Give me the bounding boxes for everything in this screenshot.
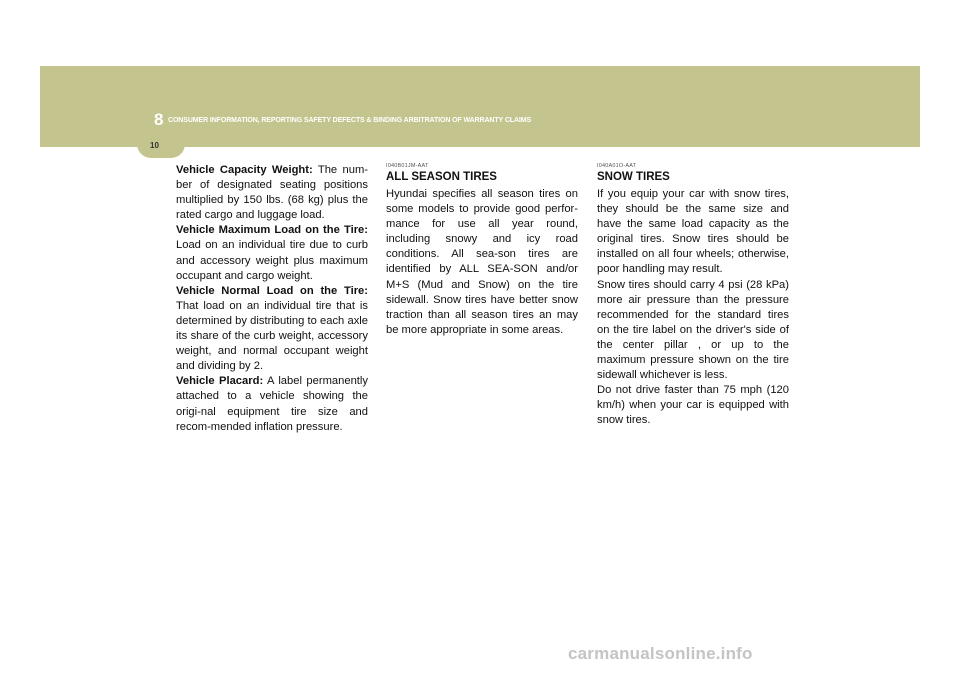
section-heading: ALL SEASON TIRES [386,171,497,183]
definition-item [176,163,368,223]
chapter-number: 8 [154,110,164,129]
section-paragraph: Do not drive faster than 75 mph (120 km/h) when your car is equipped with snow tires. [597,384,789,427]
section-heading: SNOW TIRES [597,171,670,183]
section-paragraph: Snow tires should carry 4 psi (28 kPa) more air pressure than the pressure recommended for the standard tires on the tire label on the driver's side of the center pillar , or up to the maximum pressure shown on the tire sidewall whichever is less. [597,278,789,382]
chapter-title: CONSUMER INFORMATION, REPORTING SAFETY DEFECTS & BINDING ARBITRATION OF WARRANTY CLAIMS [168,117,532,124]
section-code: I040B01JM-AAT [386,163,429,169]
section-paragraph: If you equip your car with snow tires, they should be the same size and have the same load capacity as the original tires. Snow tires should be installed on all four wheels; otherwise, poor handling may result. [597,188,789,276]
definition-term: Vehicle Placard: [176,375,264,388]
definition-term: Vehicle Capacity Weight: [176,164,313,176]
column-snow-tires [597,163,789,429]
definition-item [176,284,368,375]
definition-term: Vehicle Maximum Load on the Tire: [176,224,368,237]
watermark: carmanualsonline.info [568,644,753,663]
section-code: I040A01O-AAT [597,163,637,169]
definition-item [176,223,368,283]
definition-item [176,374,368,434]
definition-text: A label permanently attached to a vehicle showing the origi-nal equipment tire size and recom-mended inflation pressure. [176,375,368,433]
definition-text: Load on an individual tire due to curb and accessory weight plus maximum occupant and cargo weight. [176,239,368,282]
page-number: 10 [150,141,159,150]
page-number-tab [137,134,185,158]
column-all-season-tires [386,163,578,338]
definition-text: That load on an individual tire that is determined by distributing to each axle its share of the curb weight, accessory weight, and normal occupant weight and dividing by 2. [176,299,368,373]
definition-text: The num-ber of designated seating positions multiplied by 150 lbs. (68 kg) plus the rated cargo and luggage load. [176,164,368,222]
column-definitions [176,163,368,435]
definition-term: Vehicle Normal Load on the Tire: [176,284,368,297]
section-body: Hyundai specifies all season tires on some models to provide good perfor-mance for use all year round, including snowy and icy road conditions. All sea-son tires are identified by ALL SEA-SON and/or M+S (Mud and Snow) on the tire sidewall. Snow tires have better snow traction than all season tires an may be more appropriate in some areas. [386,188,578,336]
